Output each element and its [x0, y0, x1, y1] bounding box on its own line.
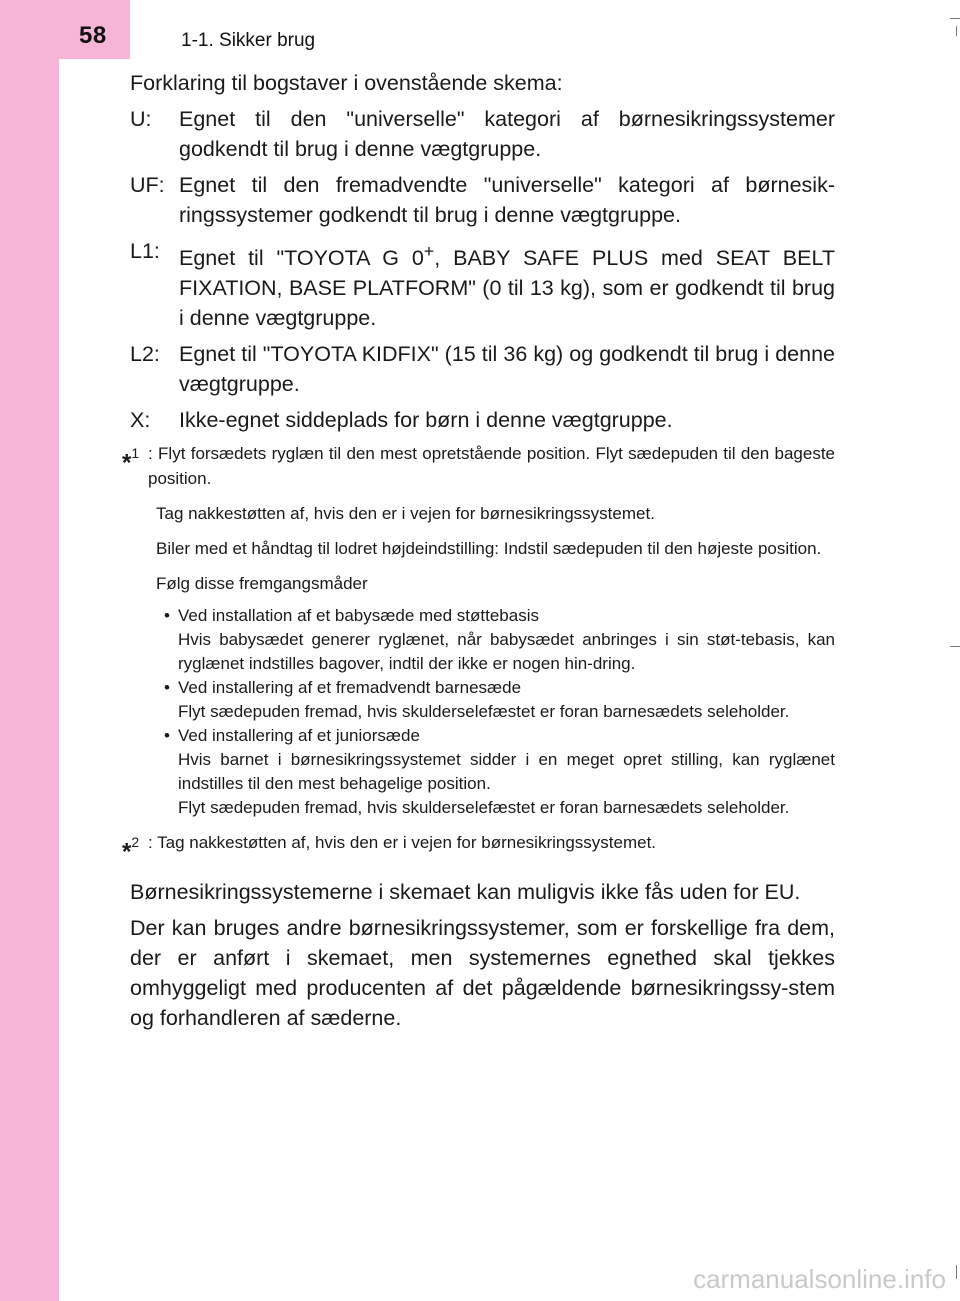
footnote-1: [122, 441, 835, 491]
procedure-list: [156, 604, 835, 820]
footnote-marker: *$^1$: [122, 445, 140, 477]
footnote-1-para: Følg disse fremgangsmåder: [156, 574, 368, 594]
list-item-title: Ved installering af et juniorsæde: [178, 726, 420, 746]
footnote-marker: *$^2$: [122, 834, 140, 866]
footnote-text: : Tag nakkestøtten af, hvis den er i vejen for børnesikringssystemet.: [148, 833, 657, 853]
definition-key: X:: [130, 408, 151, 433]
definition-l2: [130, 339, 835, 399]
definition-text: Ikke-egnet siddeplads for børn i denne vægtgruppe.: [179, 408, 673, 433]
list-item-detail: Flyt sædepuden fremad, hvis skulderselefæstet er foran barnesædets seleholder.: [178, 702, 790, 722]
list-item-title: Ved installation af et babysæde med støttebasis: [178, 606, 539, 626]
definition-text: Egnet til den fremadvendte "universelle" kategori af børnesik-ringssystemer godkendt til brug i denne vægtgruppe.: [179, 173, 835, 227]
bullet-icon: •: [164, 726, 170, 746]
closing-paragraph: Der kan bruges andre børnesikringssystemer, som er forskellige fra dem, der er anført i skemaet, men systemernes egnethed skal tjekkes omhyggeligt med producenten af det pågældende børnesikringssy-stem og forhandleren af sæderne.: [130, 915, 835, 1030]
section-title: 1-1. Sikker brug: [181, 30, 316, 51]
crop-mark: [950, 18, 960, 19]
page-content: [122, 68, 835, 1039]
list-item-title: Ved installering af et fremadvendt barnesæde: [178, 678, 522, 698]
bullet-icon: •: [164, 678, 170, 698]
watermark: carmanualsonline.info: [693, 1264, 946, 1294]
definition-key: U:: [130, 107, 152, 131]
list-item-detail: Hvis barnet i børnesikringssystemet sidder i en meget opret stilling, kan ryglænet indstilles til den mest behagelige position.: [178, 750, 835, 794]
crop-mark: [950, 646, 960, 647]
crop-mark: [956, 1265, 957, 1279]
definition-key: L1:: [130, 239, 160, 263]
footnote-1-para: Biler med et håndtag til lodret højdeindstilling: Indstil sædepuden til den højeste position.: [156, 539, 822, 559]
intro-text: Forklaring til bogstaver i ovenstående skema:: [130, 71, 563, 95]
footnote-1-para: Tag nakkestøtten af, hvis den er i vejen for børnesikringssystemet.: [156, 504, 655, 524]
definition-uf: [130, 170, 835, 230]
definition-l1: [130, 236, 835, 333]
definition-text-part: , BABY SAFE PLUS med SEAT BELT FIXATION, BASE PLATFORM" (0 til 13 kg), som er godkendt til brug i denne vægtgruppe.: [179, 246, 835, 331]
crop-mark: [956, 26, 957, 36]
footnote-2: [122, 830, 835, 866]
footnote-text: : Flyt forsædets ryglæn til den mest opretstående position. Flyt sædepuden til den bageste position.: [148, 444, 835, 489]
definition-key: UF:: [130, 173, 165, 197]
list-item-detail: Hvis babysædet generer ryglænet, når babysædet anbringes i sin støt-tebasis, kan ryglænet indstilles bagover, indtil der ikke er nogen hin-dring.: [178, 630, 835, 674]
definition-key: L2:: [130, 342, 160, 367]
bullet-icon: •: [164, 606, 170, 626]
definition-text: Egnet til "TOYOTA KIDFIX" (15 til 36 kg) og godkendt til brug i denne vægtgruppe.: [179, 342, 835, 397]
list-item: [156, 604, 835, 676]
definition-text: [179, 236, 835, 333]
definition-text-part: Egnet til "TOYOTA G 0: [179, 246, 424, 271]
closing-paragraph: Børnesikringssystemerne i skemaet kan muligvis ikke fås uden for EU.: [130, 879, 801, 904]
list-item-detail: Flyt sædepuden fremad, hvis skulderselefæstet er foran barnesædets seleholder.: [178, 798, 790, 818]
list-item: [156, 676, 835, 724]
list-item: [156, 724, 835, 820]
definition-x: [130, 405, 835, 435]
pink-sidebar: [0, 0, 59, 1301]
definition-text: Egnet til den "universelle" kategori af børnesikringssystemer godkendt til brug i denne vægtgruppe.: [179, 107, 835, 161]
page-number: 58: [79, 22, 107, 49]
superscript-plus: +: [423, 241, 435, 261]
definition-u: [130, 104, 835, 164]
